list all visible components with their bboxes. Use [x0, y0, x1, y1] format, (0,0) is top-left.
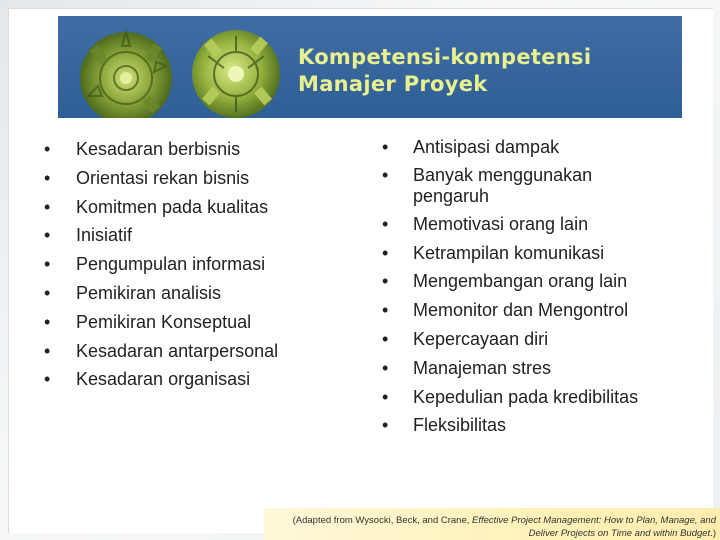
- bullet-icon: •: [382, 213, 389, 234]
- list-item: [44, 135, 344, 164]
- list-item: [382, 383, 702, 412]
- bullet-icon: •: [44, 340, 51, 361]
- list-item: [44, 164, 344, 193]
- list-item-label: Ketrampilan komunikasi: [413, 242, 605, 263]
- list-item-label: Pengumpulan informasi: [76, 254, 266, 275]
- list-item-label: Antisipasi dampak: [413, 137, 560, 157]
- list-item: [382, 296, 702, 325]
- bullet-icon: •: [44, 225, 51, 246]
- right-competency-list: [382, 133, 702, 440]
- title-banner: [58, 16, 682, 118]
- left-competency-list: [44, 135, 344, 394]
- bullet-icon: •: [382, 137, 389, 157]
- list-item-label: Memotivasi orang lain: [413, 213, 589, 234]
- list-item: [44, 308, 344, 337]
- list-item: [382, 210, 702, 239]
- list-item-label: Kesadaran antarpersonal: [76, 340, 279, 361]
- bullet-icon: •: [382, 164, 389, 185]
- list-item-label: Memonitor dan Mengontrol: [413, 300, 629, 321]
- list-item-label: Banyak menggunakan: [413, 164, 593, 185]
- bullet-icon: •: [44, 139, 51, 159]
- list-item-label: Inisiatif: [76, 225, 133, 246]
- bullet-icon: •: [382, 271, 389, 292]
- title-line-2: Manajer Proyek: [298, 72, 488, 96]
- list-item-label: Orientasi rekan bisnis: [76, 167, 250, 188]
- bullet-icon: •: [382, 242, 389, 263]
- list-item: [382, 411, 702, 440]
- bullet-icon: •: [382, 357, 389, 378]
- list-item: [44, 279, 344, 308]
- list-item-label-continued: pengaruh: [413, 185, 490, 206]
- list-item-label: Kesadaran organisasi: [76, 369, 251, 390]
- list-item: [382, 162, 702, 210]
- citation-suffix: .): [710, 528, 716, 539]
- bullet-icon: •: [44, 369, 51, 390]
- green-gears-image: [58, 16, 298, 118]
- list-item: [382, 325, 702, 354]
- list-item: [44, 365, 344, 394]
- list-item: [382, 133, 702, 162]
- citation-book-title: Effective Project Management: How to Plan, Manage, and Deliver Projects on Time and within Budget: [472, 515, 716, 539]
- list-item-label: Kepercayaan diri: [413, 328, 549, 349]
- list-item: [382, 267, 702, 296]
- bullet-icon: •: [44, 311, 51, 332]
- list-item: [382, 354, 702, 383]
- list-item-label: Kesadaran berbisnis: [76, 139, 241, 159]
- list-item: [44, 221, 344, 250]
- bullet-icon: •: [382, 300, 389, 321]
- list-item-label: Komitmen pada kualitas: [76, 196, 269, 217]
- list-item-label: Mengembangan orang lain: [413, 271, 628, 292]
- list-item-label: Fleksibilitas: [413, 415, 507, 436]
- list-item: [44, 337, 344, 366]
- title-line-1: Kompetensi-kompetensi: [298, 45, 592, 69]
- bullet-icon: •: [382, 328, 389, 349]
- citation-text: [272, 514, 716, 540]
- list-item-label: Pemikiran analisis: [76, 282, 222, 303]
- list-item: [382, 239, 702, 268]
- bullet-icon: •: [382, 386, 389, 407]
- bullet-icon: •: [382, 415, 389, 436]
- list-item: [44, 250, 344, 279]
- bullet-icon: •: [44, 167, 51, 188]
- list-item-label: Kepedulian pada kredibilitas: [413, 386, 639, 407]
- citation-prefix: (Adapted from Wysocki, Beck, and Crane,: [292, 515, 473, 526]
- list-item-label: Pemikiran Konseptual: [76, 311, 252, 332]
- page-title: [298, 44, 678, 98]
- bullet-icon: •: [44, 282, 51, 303]
- list-item-label: Manajeman stres: [413, 357, 552, 378]
- bullet-icon: •: [44, 254, 51, 275]
- bullet-icon: •: [44, 196, 51, 217]
- list-item: [44, 193, 344, 222]
